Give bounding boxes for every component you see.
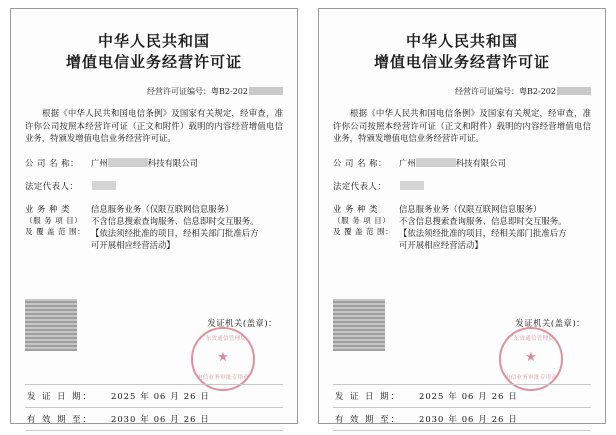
issue-month-unit: 月 xyxy=(478,391,488,401)
field-label-line-1: 业 务 种 类 xyxy=(333,203,378,214)
redaction-block xyxy=(92,181,116,190)
field-label: 法定代表人： xyxy=(333,180,387,191)
certificate-paragraph: 根据《中华人民共和国电信条例》及国家有关规定，经审查，准许你公司按照本经营许可证（正文和附件）载明的内容经营增值电信业务，特颁发增值电信业务经营许可证。 xyxy=(333,108,591,143)
seal-star-icon: ★ xyxy=(217,350,229,365)
issue-date-label: 发 证 日 期： xyxy=(27,391,93,401)
certificate-body xyxy=(333,31,591,435)
date-table xyxy=(333,384,591,431)
expiry-month: 06 xyxy=(153,414,167,424)
issue-date-label: 发 证 日 期： xyxy=(335,391,401,401)
expiry-year-unit: 年 xyxy=(140,414,150,424)
issue-month: 06 xyxy=(461,391,475,401)
expiry-day: 26 xyxy=(491,414,505,424)
qr-code xyxy=(25,299,77,351)
issue-day-unit: 日 xyxy=(508,391,518,401)
expiry-month-unit: 月 xyxy=(170,414,180,424)
issuer-label: 发证机关(盖章)： xyxy=(515,318,585,328)
field-label: 公 司 名 称： xyxy=(333,157,387,168)
field-label-line-3: 及 覆 盖 范 围： xyxy=(25,226,86,236)
field-value xyxy=(91,203,283,251)
field-legal-representative xyxy=(333,180,591,192)
seal-star-icon: ★ xyxy=(525,350,537,365)
scope-line-4: 可开展相应经营活动】 xyxy=(399,239,483,250)
field-value xyxy=(399,180,591,192)
issue-year: 2025 xyxy=(419,391,445,401)
certificate-copy-right xyxy=(318,8,606,424)
issue-day: 26 xyxy=(491,391,505,401)
field-value xyxy=(399,157,591,169)
issue-day-unit: 日 xyxy=(200,391,210,401)
expiry-date-row xyxy=(333,407,591,431)
field-company-name xyxy=(333,157,591,169)
scope-line-3: 【依法须经批准的项目，经相关部门批准后方 xyxy=(91,227,259,238)
date-table xyxy=(25,384,283,431)
issue-year-unit: 年 xyxy=(140,391,150,401)
title-line-2: 增值电信业务经营许可证 xyxy=(65,53,242,71)
certificate-body xyxy=(25,31,283,435)
expiry-year: 2030 xyxy=(419,414,445,424)
expiry-date-value xyxy=(99,413,283,425)
field-value xyxy=(91,180,283,192)
scope-line-3: 【依法须经批准的项目，经相关部门批准后方 xyxy=(399,227,567,238)
certificate-number-value: 粤B2-202 xyxy=(211,87,248,96)
issuer-label: 发证机关(盖章)： xyxy=(207,318,277,328)
field-label-line-1: 业 务 种 类 xyxy=(25,203,70,214)
title-line-1: 中华人民共和国 xyxy=(97,32,210,50)
seal-bottom-text: 电信业务审批专用章 xyxy=(196,375,250,381)
certificate-title xyxy=(333,31,591,72)
issue-date-value xyxy=(99,390,283,402)
title-line-2: 增值电信业务经营许可证 xyxy=(373,53,550,71)
field-business-scope xyxy=(25,203,283,251)
official-seal xyxy=(499,327,563,391)
certificate-fields xyxy=(333,157,591,251)
certificate-fields xyxy=(25,157,283,251)
field-label xyxy=(25,203,91,237)
expiry-month: 06 xyxy=(461,414,475,424)
issue-date-value xyxy=(407,390,591,402)
scope-line-2: 不含信息搜索查询服务、信息即时交互服务。 xyxy=(91,215,259,226)
company-name-prefix: 广州 xyxy=(91,157,108,168)
company-name-suffix: 科技有限公司 xyxy=(147,157,198,168)
field-label: 公 司 名 称： xyxy=(25,157,79,168)
expiry-year: 2030 xyxy=(111,414,137,424)
issue-year: 2025 xyxy=(111,391,137,401)
field-business-scope xyxy=(333,203,591,251)
scope-line-1: 信息服务业务（仅限互联网信息服务） xyxy=(91,203,234,214)
field-label-line-3: 及 覆 盖 范 围： xyxy=(333,226,394,236)
expiry-day: 26 xyxy=(183,414,197,424)
redaction-block xyxy=(400,181,424,190)
qr-code xyxy=(333,299,385,351)
company-name-suffix: 科技有限公司 xyxy=(455,157,506,168)
expiry-day-unit: 日 xyxy=(200,414,210,424)
field-label xyxy=(333,203,399,237)
seal-top-text: 广东省通信管理局 xyxy=(199,336,247,342)
field-value xyxy=(91,157,283,169)
certificate-number xyxy=(333,86,591,97)
issue-month-unit: 月 xyxy=(170,391,180,401)
certificate-number-label: 经营许可证编号： xyxy=(455,87,520,96)
certificate-number-label: 经营许可证编号： xyxy=(147,87,212,96)
expiry-date-label: 有 效 期 至： xyxy=(27,414,93,424)
certificate-copy-left xyxy=(10,8,298,424)
scope-line-1: 信息服务业务（仅限互联网信息服务） xyxy=(399,203,542,214)
field-label-line-2: （服 务 项 目） xyxy=(25,215,83,225)
redaction-block xyxy=(416,158,456,167)
title-line-1: 中华人民共和国 xyxy=(405,32,518,50)
field-value xyxy=(399,203,591,251)
redaction-block xyxy=(108,158,148,167)
issue-month: 06 xyxy=(153,391,167,401)
field-label-line-2: （服 务 项 目） xyxy=(333,215,391,225)
certificate-paragraph: 根据《中华人民共和国电信条例》及国家有关规定，经审查，准许你公司按照本经营许可证（正文和附件）载明的内容经营增值电信业务，特颁发增值电信业务经营许可证。 xyxy=(25,108,283,143)
field-label: 法定代表人： xyxy=(25,180,79,191)
certificate-title xyxy=(25,31,283,72)
expiry-date-value xyxy=(407,413,591,425)
issue-date-row xyxy=(333,384,591,407)
certificate-number-value: 粤B2-202 xyxy=(519,87,556,96)
expiry-month-unit: 月 xyxy=(478,414,488,424)
field-company-name xyxy=(25,157,283,169)
scope-line-4: 可开展相应经营活动】 xyxy=(91,239,175,250)
issue-day: 26 xyxy=(183,391,197,401)
field-legal-representative xyxy=(25,180,283,192)
certificate-number xyxy=(25,86,283,97)
scope-line-2: 不含信息搜索查询服务、信息即时交互服务。 xyxy=(399,215,567,226)
redaction-block xyxy=(249,87,283,95)
issue-year-unit: 年 xyxy=(448,391,458,401)
expiry-date-row xyxy=(25,407,283,431)
official-seal xyxy=(191,327,255,391)
expiry-year-unit: 年 xyxy=(448,414,458,424)
redaction-block xyxy=(557,87,591,95)
seal-top-text: 广东省通信管理局 xyxy=(507,336,555,342)
company-name-prefix: 广州 xyxy=(399,157,416,168)
seal-bottom-text: 电信业务审批专用章 xyxy=(504,375,558,381)
issue-date-row xyxy=(25,384,283,407)
expiry-date-label: 有 效 期 至： xyxy=(335,414,401,424)
expiry-day-unit: 日 xyxy=(508,414,518,424)
